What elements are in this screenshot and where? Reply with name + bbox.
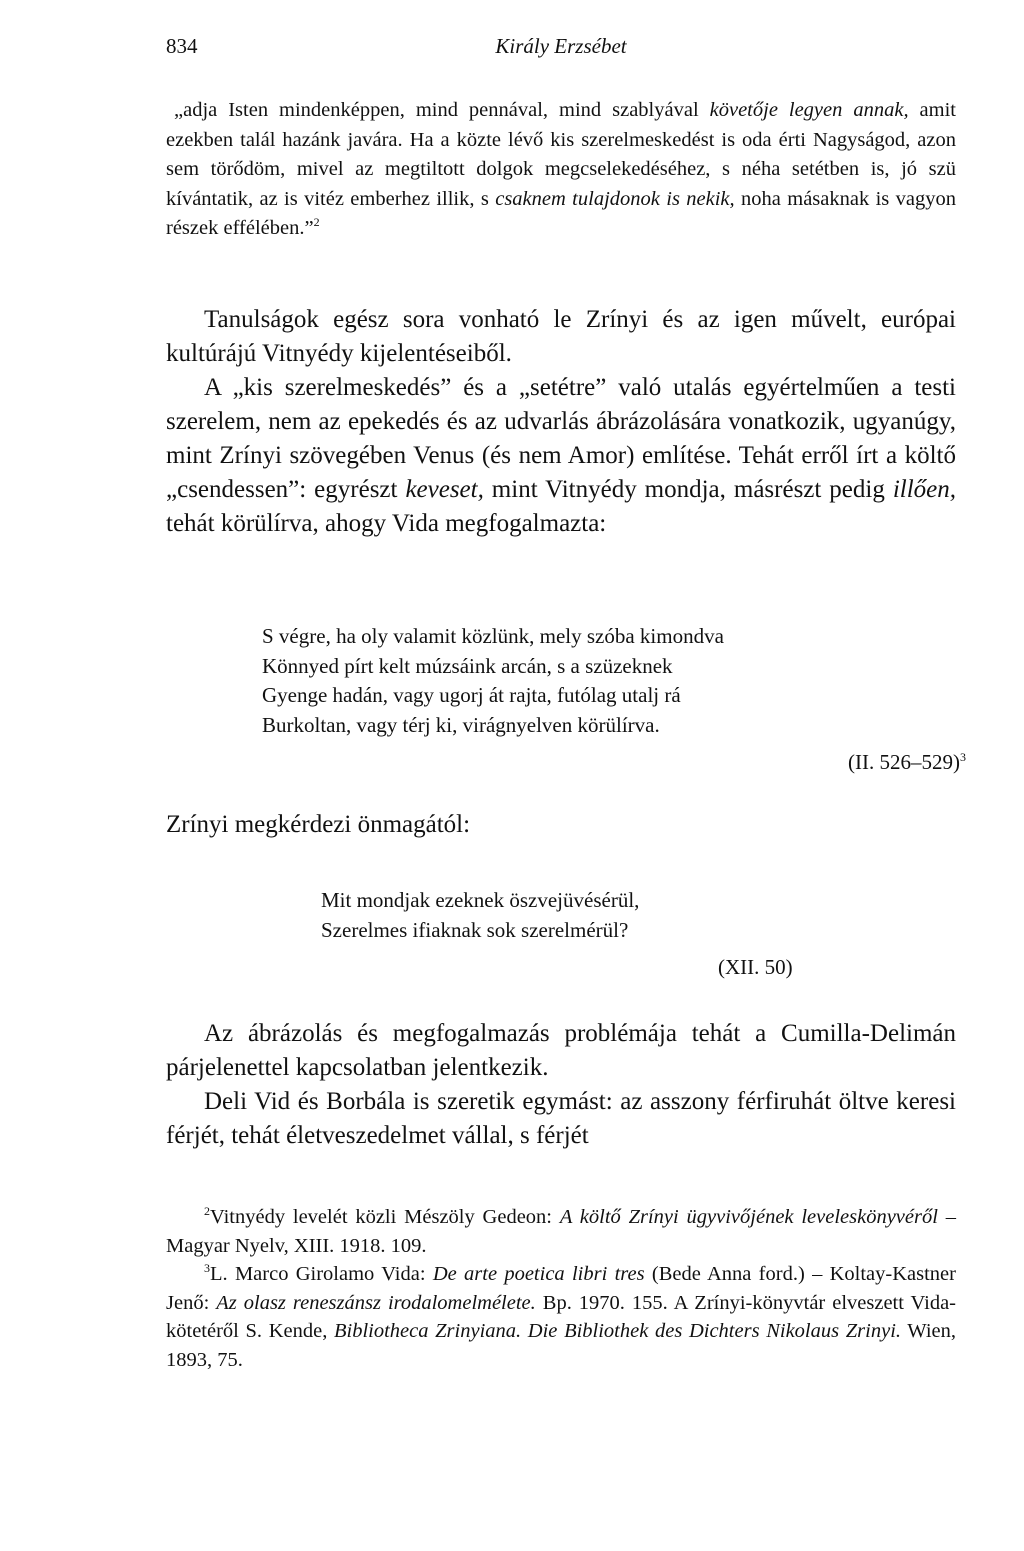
quote-italic-text: csaknem tulajdonok is nekik, <box>495 187 735 210</box>
verse-citation <box>848 750 966 775</box>
paragraph: Deli Vid és Borbála is szeretik egymást: az asszony férfiruhát öltve keresi férjét, tehát életveszedelmet vállal, s férjét <box>166 1088 956 1149</box>
footnote-number: 2 <box>204 1204 210 1219</box>
footnote-text: – Magyar Nyelv, XIII. 1918. 109. <box>166 1206 957 1257</box>
footnote-text: Bp. 1970. 155. A Zrínyi-könyvtár elveszett Vida-kötetéről S. Kende, <box>166 1291 956 1342</box>
paragraph-text: A „kis szerelmeskedés” és a „setétre” való utalás egyértelműen a testi szerelem, nem az epekedés és az udvarlás ábrázolására vonatkozik, ugyanúgy, mint Zrínyi szövegében Venus (és nem Amor) említése. Tehát erről írt a költő „csendessen”: egyrészt <box>166 374 956 503</box>
verse-line: S végre, ha oly valamit közlünk, mely szóba kimondva <box>262 624 724 648</box>
verse-line: Könnyed pírt kelt múzsáink arcán, s a szüzeknek <box>262 653 673 678</box>
footnote-reference: 3 <box>959 750 966 764</box>
verse-line: Mit mondjak ezeknek öszvejüvésérül, <box>321 888 640 912</box>
footnote-number: 3 <box>204 1261 210 1276</box>
footnotes <box>166 1203 956 1374</box>
footnote-italic-text: De arte poetica libri tres <box>432 1263 645 1285</box>
quote-text: amit ezekben talál hazánk javára. Ha a közte lévő kis szerelmeskedést is oda érti Nagyságod, azon sem törődöm, mivel az megtiltott dolgok megcselekedéséhez, s néha setétben is, jó szü kívántatik, az is vitéz emberhez illik, s <box>166 99 956 210</box>
paragraph: Az ábrázolás és megfogalmazás problémája tehát a Cumilla-Delimán párjelenettel kapcsolatban jelentkezik. <box>166 1020 956 1081</box>
paragraph-text: tehát körülírva, ahogy Vida megfogalmazta: <box>166 510 607 537</box>
paragraph-italic-text: keveset, <box>405 476 484 503</box>
paragraph: Tanulságok egész sora vonható le Zrínyi és az igen művelt, európai kultúrájú Vitnyédy kijelentéseiből. <box>166 306 956 367</box>
letter-quotation <box>166 96 956 244</box>
footnote-italic-text: A költő Zrínyi ügyvivőjének leveleskönyvéről <box>559 1206 938 1228</box>
footnote-text: Wien, 1893, 75. <box>166 1320 957 1371</box>
quote-text: noha másaknak is vagyon részek effélében.” <box>166 187 957 239</box>
footnote-italic-text: Az olasz reneszánsz irodalomelmélete. <box>216 1291 536 1314</box>
footnote-reference: 2 <box>313 215 320 230</box>
footnote-italic-text: Bibliotheca Zrinyiana. Die Bibliothek des Dichters Nikolaus Zrinyi. <box>334 1320 902 1342</box>
verse-line: Szerelmes ifiaknak sok szerelmérül? <box>321 917 629 942</box>
page-header <box>166 34 956 64</box>
footnote <box>166 1203 956 1260</box>
footnote-text: (Bede Anna ford.) – Koltay-Kastner Jenő: <box>166 1263 956 1314</box>
page-number: 834 <box>166 34 198 58</box>
footnote-text: Vitnyédy levelét közli Mészöly Gedeon: <box>210 1206 560 1228</box>
body-text-block <box>166 1017 956 1153</box>
quote-text: „adja Isten mindenképpen, mind pennával, mind szablyával <box>174 99 710 121</box>
verse-quotation <box>262 622 862 740</box>
verse-intro: Zrínyi megkérdezi önmagától: <box>166 811 471 838</box>
quote-italic-text: követője legyen annak, <box>709 99 909 121</box>
footnote-text: L. Marco Girolamo Vida: <box>210 1263 433 1285</box>
verse-line: Burkoltan, vagy térj ki, virágnyelven körülírva. <box>262 712 660 737</box>
paragraph <box>166 371 956 541</box>
paragraph-text: mint Vitnyédy mondja, másrészt pedig <box>483 476 893 503</box>
verse-citation: (XII. 50) <box>718 955 793 979</box>
running-title: Király Erzsébet <box>495 34 627 58</box>
citation-text: (II. 526–529) <box>848 750 960 774</box>
body-text-block <box>166 303 956 541</box>
verse-line: Gyenge hadán, vagy ugorj át rajta, futólag utalj rá <box>262 683 681 707</box>
footnote <box>166 1260 956 1374</box>
paragraph-italic-text: illően, <box>892 476 957 503</box>
verse-quotation <box>321 886 921 945</box>
